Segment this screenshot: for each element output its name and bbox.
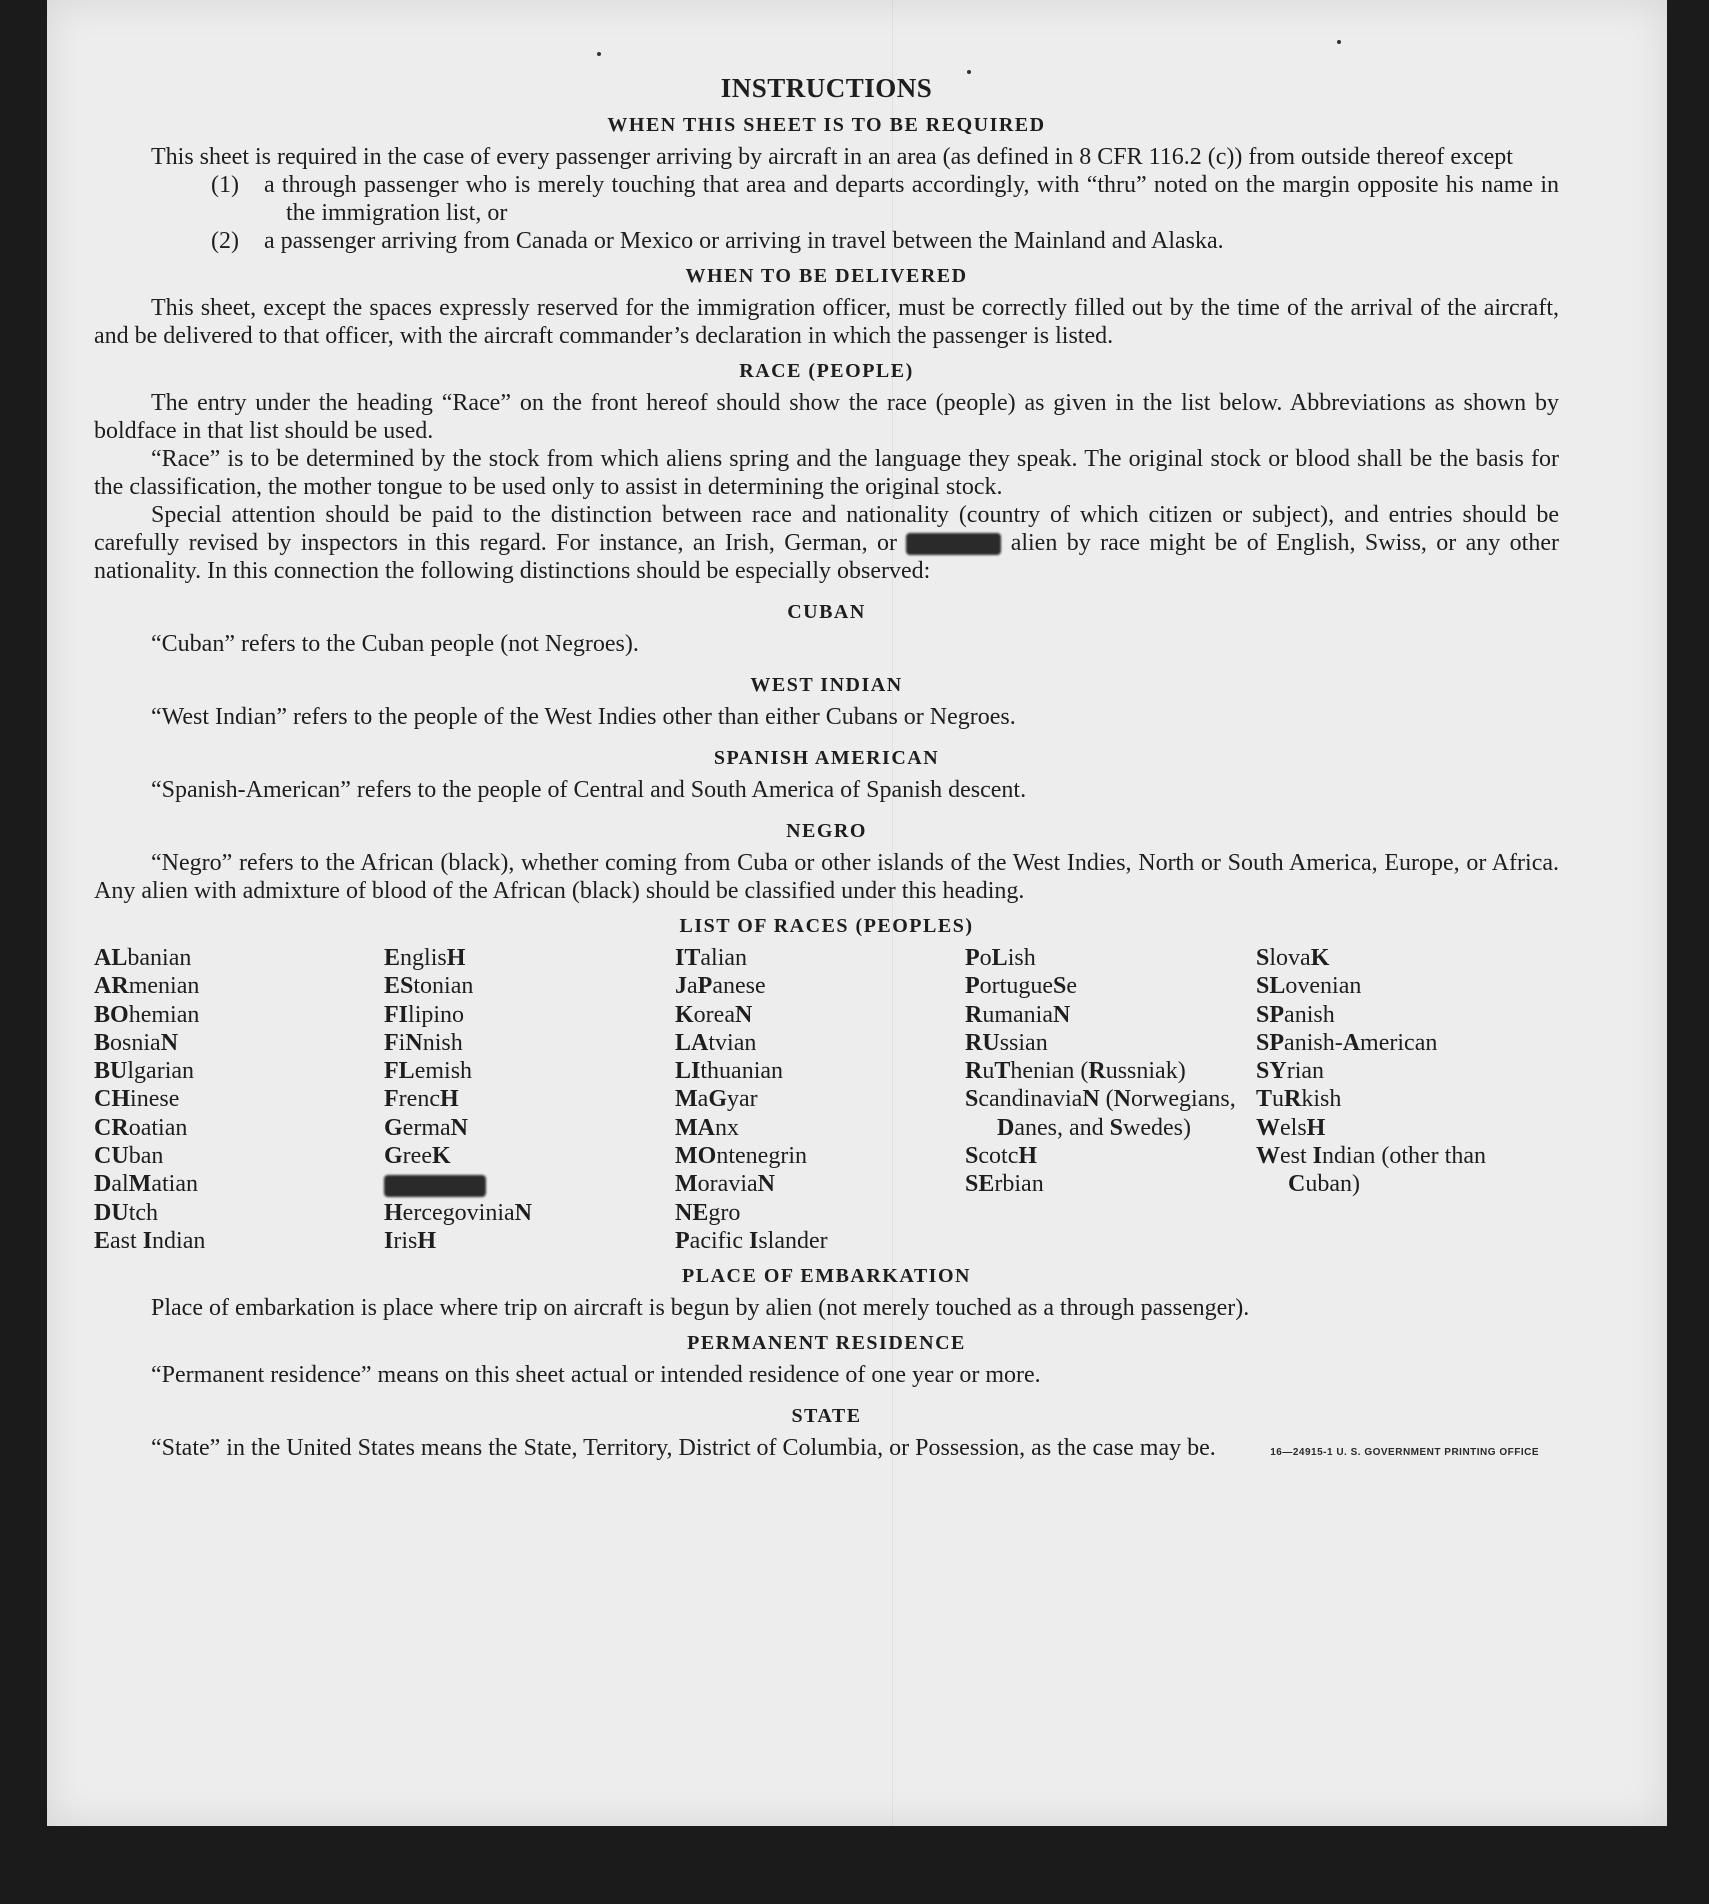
race-entry: DUtch bbox=[94, 1199, 159, 1226]
negro-text: “Negro” refers to the African (black), whether coming from Cuba or other islands of the West Indies, North or South America, Europe, or Africa. Any alien with admixture of blood of the African (black) should be classified under this heading. bbox=[94, 850, 1559, 904]
race-entry: FiNnish bbox=[384, 1029, 463, 1056]
race-paragraph-1: The entry under the heading “Race” on the front hereof should show the race (people) as given in the list below. Abbreviations as shown by boldface in that list should be used. bbox=[94, 390, 1559, 444]
race-entry: IrisH bbox=[384, 1227, 437, 1254]
race-entry: DalMatian bbox=[94, 1171, 198, 1198]
speck bbox=[597, 52, 601, 56]
race-entry: MaGyar bbox=[675, 1086, 758, 1113]
race-paragraph-3 bbox=[94, 501, 1559, 585]
printing-office-imprint: 16—24915-1 U. S. GOVERNMENT PRINTING OFFICE bbox=[1270, 1447, 1539, 1459]
west-indian-text: “West Indian” refers to the people of the West Indies other than either Cubans or Negroes. bbox=[151, 704, 1016, 730]
race-entry: Pacific Islander bbox=[675, 1227, 828, 1254]
section-heading-cuban: CUBAN bbox=[787, 601, 866, 623]
race-entry: SLovenian bbox=[1256, 973, 1362, 1000]
races-list bbox=[94, 944, 1559, 1255]
section-heading-required: WHEN THIS SHEET IS TO BE REQUIRED bbox=[607, 114, 1046, 136]
residence-text: “Permanent residence” means on this sheet actual or intended residence of one year or more. bbox=[151, 1362, 1041, 1389]
races-column bbox=[1256, 944, 1559, 1255]
instructions-content bbox=[94, 73, 1559, 1462]
race-entry: FLemish bbox=[384, 1058, 473, 1085]
race-entry: FrencH bbox=[384, 1086, 459, 1113]
delivered-text: This sheet, except the spaces expressly reserved for the immigration officer, must be correctly filled out by the time of the arrival of the aircraft, and be delivered to that officer, with the aircraft commander’s declaration in which the passenger is listed. bbox=[94, 295, 1559, 349]
race-entry: CRoatian bbox=[94, 1114, 188, 1141]
race-entry: JaPanese bbox=[675, 973, 766, 1000]
embarkation-text: Place of embarkation is place where trip on aircraft is begun by alien (not merely touched as a through passenger). bbox=[151, 1295, 1250, 1322]
race-entry: EnglisH bbox=[384, 945, 466, 971]
race-entry: GermaN bbox=[384, 1114, 468, 1141]
race-entry: MoraviaN bbox=[675, 1171, 775, 1198]
section-heading-residence: PERMANENT RESIDENCE bbox=[687, 1332, 966, 1355]
race-entry: RuThenian (Russniak) bbox=[965, 1058, 1186, 1085]
required-intro: This sheet is required in the case of every passenger arriving by aircraft in an area (as defined in 8 CFR 116.2 (c)) from outside thereof except bbox=[151, 144, 1513, 170]
race-entry: SlovaK bbox=[1256, 945, 1330, 971]
race-entry: East Indian bbox=[94, 1227, 206, 1254]
race-entry: RumaniaN bbox=[965, 1001, 1071, 1028]
race-entry: MOntenegrin bbox=[675, 1143, 807, 1170]
section-heading-race: RACE (PEOPLE) bbox=[739, 360, 914, 382]
race-entry: PortugueSe bbox=[965, 973, 1078, 1000]
section-heading-negro: NEGRO bbox=[786, 820, 867, 842]
race-entry: ScandinaviaN (Norwegians, Danes, and Swedes) bbox=[965, 1086, 1236, 1141]
race-entry: FIlipino bbox=[384, 1001, 465, 1028]
race-entry: SPanish-American bbox=[1256, 1029, 1438, 1056]
exception-number: (1) bbox=[211, 172, 239, 198]
exception-text: a through passenger who is merely touching that area and departs accordingly, with “thru” noted on the margin opposite his name in the immigration list, or bbox=[264, 172, 1559, 226]
race-entry: TuRkish bbox=[1256, 1086, 1342, 1113]
section-heading-west-indian: WEST INDIAN bbox=[750, 674, 903, 696]
race-entry: LAtvian bbox=[675, 1029, 757, 1056]
exception-item bbox=[94, 227, 1559, 255]
race-entry: CUban bbox=[94, 1143, 164, 1170]
race-entry: ITalian bbox=[675, 945, 748, 971]
race-entry: ScotcH bbox=[965, 1143, 1038, 1170]
race-entry: RUssian bbox=[965, 1029, 1048, 1056]
section-heading-list-of-races: LIST OF RACES (PEOPLES) bbox=[679, 915, 974, 937]
race-entry: SErbian bbox=[965, 1171, 1044, 1198]
race-entry: MAnx bbox=[675, 1114, 739, 1141]
state-text: “State” in the United States means the State, Territory, District of Columbia, or Possession, as the case may be. bbox=[151, 1435, 1216, 1462]
race-entry: CHinese bbox=[94, 1086, 180, 1113]
race-entry: SPanish bbox=[1256, 1001, 1335, 1028]
race-entry: ARmenian bbox=[94, 973, 200, 1000]
race-entry-redacted bbox=[384, 1170, 675, 1198]
exception-number: (2) bbox=[211, 228, 239, 254]
races-column bbox=[94, 944, 384, 1255]
race-entry: NEgro bbox=[675, 1199, 741, 1226]
section-heading-spanish-american: SPANISH AMERICAN bbox=[713, 747, 940, 769]
race-entry: SYrian bbox=[1256, 1058, 1325, 1085]
race-paragraph-2: “Race” is to be determined by the stock from which aliens spring and the language they speak. The original stock or blood shall be the basis for the classification, the mother tongue to be used only to assist in determining the original stock. bbox=[94, 446, 1559, 500]
page-title: INSTRUCTIONS bbox=[720, 73, 933, 103]
race-entry: ALbanian bbox=[94, 945, 192, 971]
spanish-american-text: “Spanish-American” refers to the people of Central and South America of Spanish descent. bbox=[151, 777, 1027, 803]
section-heading-state: STATE bbox=[791, 1405, 862, 1428]
race-entry: KoreaN bbox=[675, 1001, 753, 1028]
exception-text: a passenger arriving from Canada or Mexico or arriving in travel between the Mainland and Alaska. bbox=[264, 228, 1224, 254]
redaction-mark bbox=[384, 1175, 486, 1197]
race-entry: BUlgarian bbox=[94, 1058, 195, 1085]
state-footer-row bbox=[94, 1434, 1559, 1462]
race-entry: EStonian bbox=[384, 973, 474, 1000]
races-column bbox=[384, 944, 675, 1255]
speck bbox=[1337, 40, 1341, 44]
race-entry: LIthuanian bbox=[675, 1058, 784, 1085]
race-entry: PoLish bbox=[965, 945, 1036, 971]
redaction-mark bbox=[906, 533, 1001, 555]
races-column bbox=[965, 944, 1256, 1255]
race-paragraph-3-start: Special attention should be paid to the distinction between race and nationality (country of which citizen or subject), and entries should be carefully revised by inspectors in this regard. For instance, an Irish, German, or bbox=[94, 502, 1559, 556]
section-heading-delivered: WHEN TO BE DELIVERED bbox=[685, 265, 968, 287]
race-entry: West Indian (other than Cuban) bbox=[1256, 1143, 1486, 1198]
section-heading-embarkation: PLACE OF EMBARKATION bbox=[682, 1265, 971, 1288]
document-sheet bbox=[47, 0, 1667, 1826]
race-entry: GreeK bbox=[384, 1143, 451, 1170]
race-entry: BOhemian bbox=[94, 1001, 200, 1028]
races-column bbox=[675, 944, 965, 1255]
race-entry: BosniaN bbox=[94, 1029, 179, 1056]
race-entry: HercegoviniaN bbox=[384, 1199, 532, 1226]
exception-item bbox=[94, 171, 1559, 227]
race-entry: WelsH bbox=[1256, 1114, 1326, 1141]
race-paragraph-3-end: alien by race might be of English, Swiss, or any other nationality. In this connection the following distinctions should be especially observed: bbox=[94, 530, 1559, 584]
cuban-text: “Cuban” refers to the Cuban people (not Negroes). bbox=[151, 631, 639, 657]
